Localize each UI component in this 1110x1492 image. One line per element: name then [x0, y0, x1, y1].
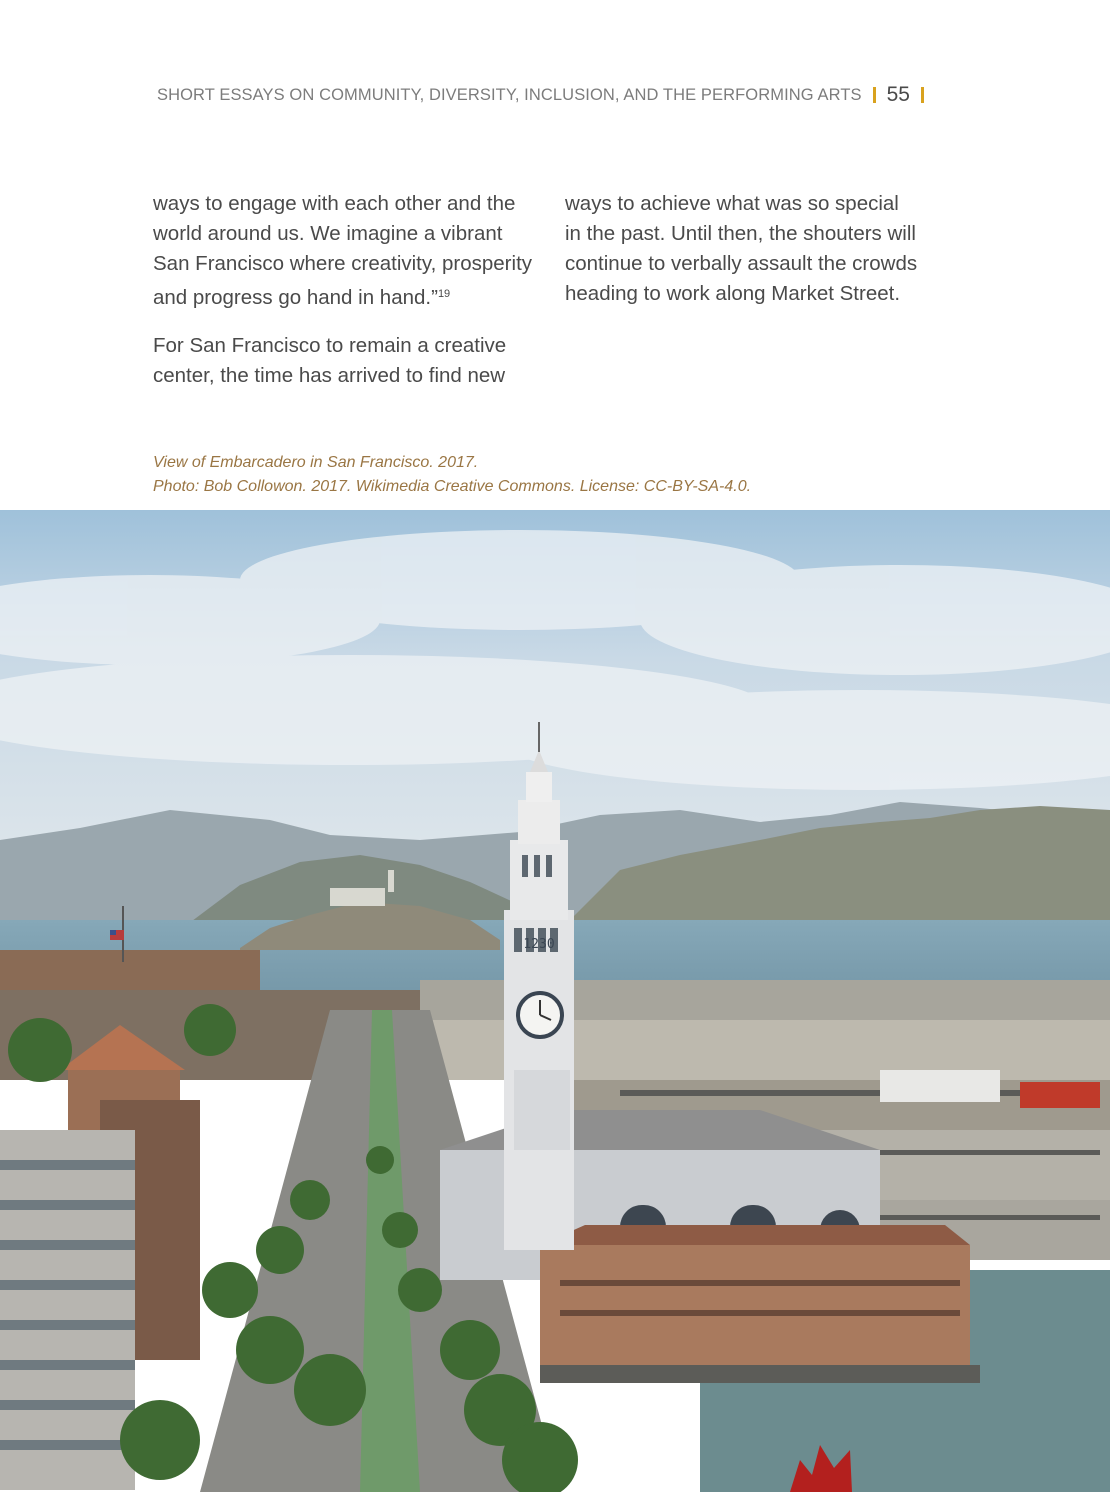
running-head: [157, 82, 977, 108]
clock-tower-lettering: 1230: [523, 937, 555, 952]
paragraph-quote-end: [153, 189, 545, 313]
header-divider-left: [873, 87, 876, 103]
text-line: in the past. Until then, the shouters will: [565, 222, 916, 245]
body-column-left: [153, 189, 545, 409]
page-number: 55: [886, 83, 910, 106]
running-title: SHORT ESSAYS ON COMMUNITY, DIVERSITY, INCLUSION, AND THE PERFORMING ARTS: [157, 85, 862, 104]
embarcadero-illustration: [0, 510, 1110, 1492]
paragraph-continuation: [565, 189, 960, 309]
text-line: San Francisco where creativity, prosperity: [153, 252, 533, 275]
text-line: ways to engage with each other and the: [153, 192, 516, 215]
text-line: center, the time has arrived to find new: [153, 364, 506, 387]
text-line: ways to achieve what was so special: [565, 192, 899, 215]
photo-caption: [153, 451, 751, 499]
text-line: [153, 279, 545, 313]
text-line: For San Francisco to remain a creative: [153, 334, 507, 357]
text-line-content: and progress go hand in hand.”: [153, 286, 438, 309]
text-line: world around us. We imagine a vibrant: [153, 222, 503, 245]
footnote-ref: 19: [437, 288, 451, 300]
embarcadero-photo: [0, 510, 1110, 1492]
caption-title: View of Embarcadero in San Francisco. 2017.: [153, 454, 479, 471]
paragraph-creative-center: [153, 331, 545, 391]
header-divider-right: [921, 87, 924, 103]
caption-credit: Photo: Bob Collowon. 2017. Wikimedia Creative Commons. License: CC-BY-SA-4.0.: [153, 478, 752, 495]
text-line: continue to verbally assault the crowds: [565, 252, 918, 275]
text-line: heading to work along Market Street.: [565, 282, 901, 305]
body-column-right: [565, 189, 960, 327]
